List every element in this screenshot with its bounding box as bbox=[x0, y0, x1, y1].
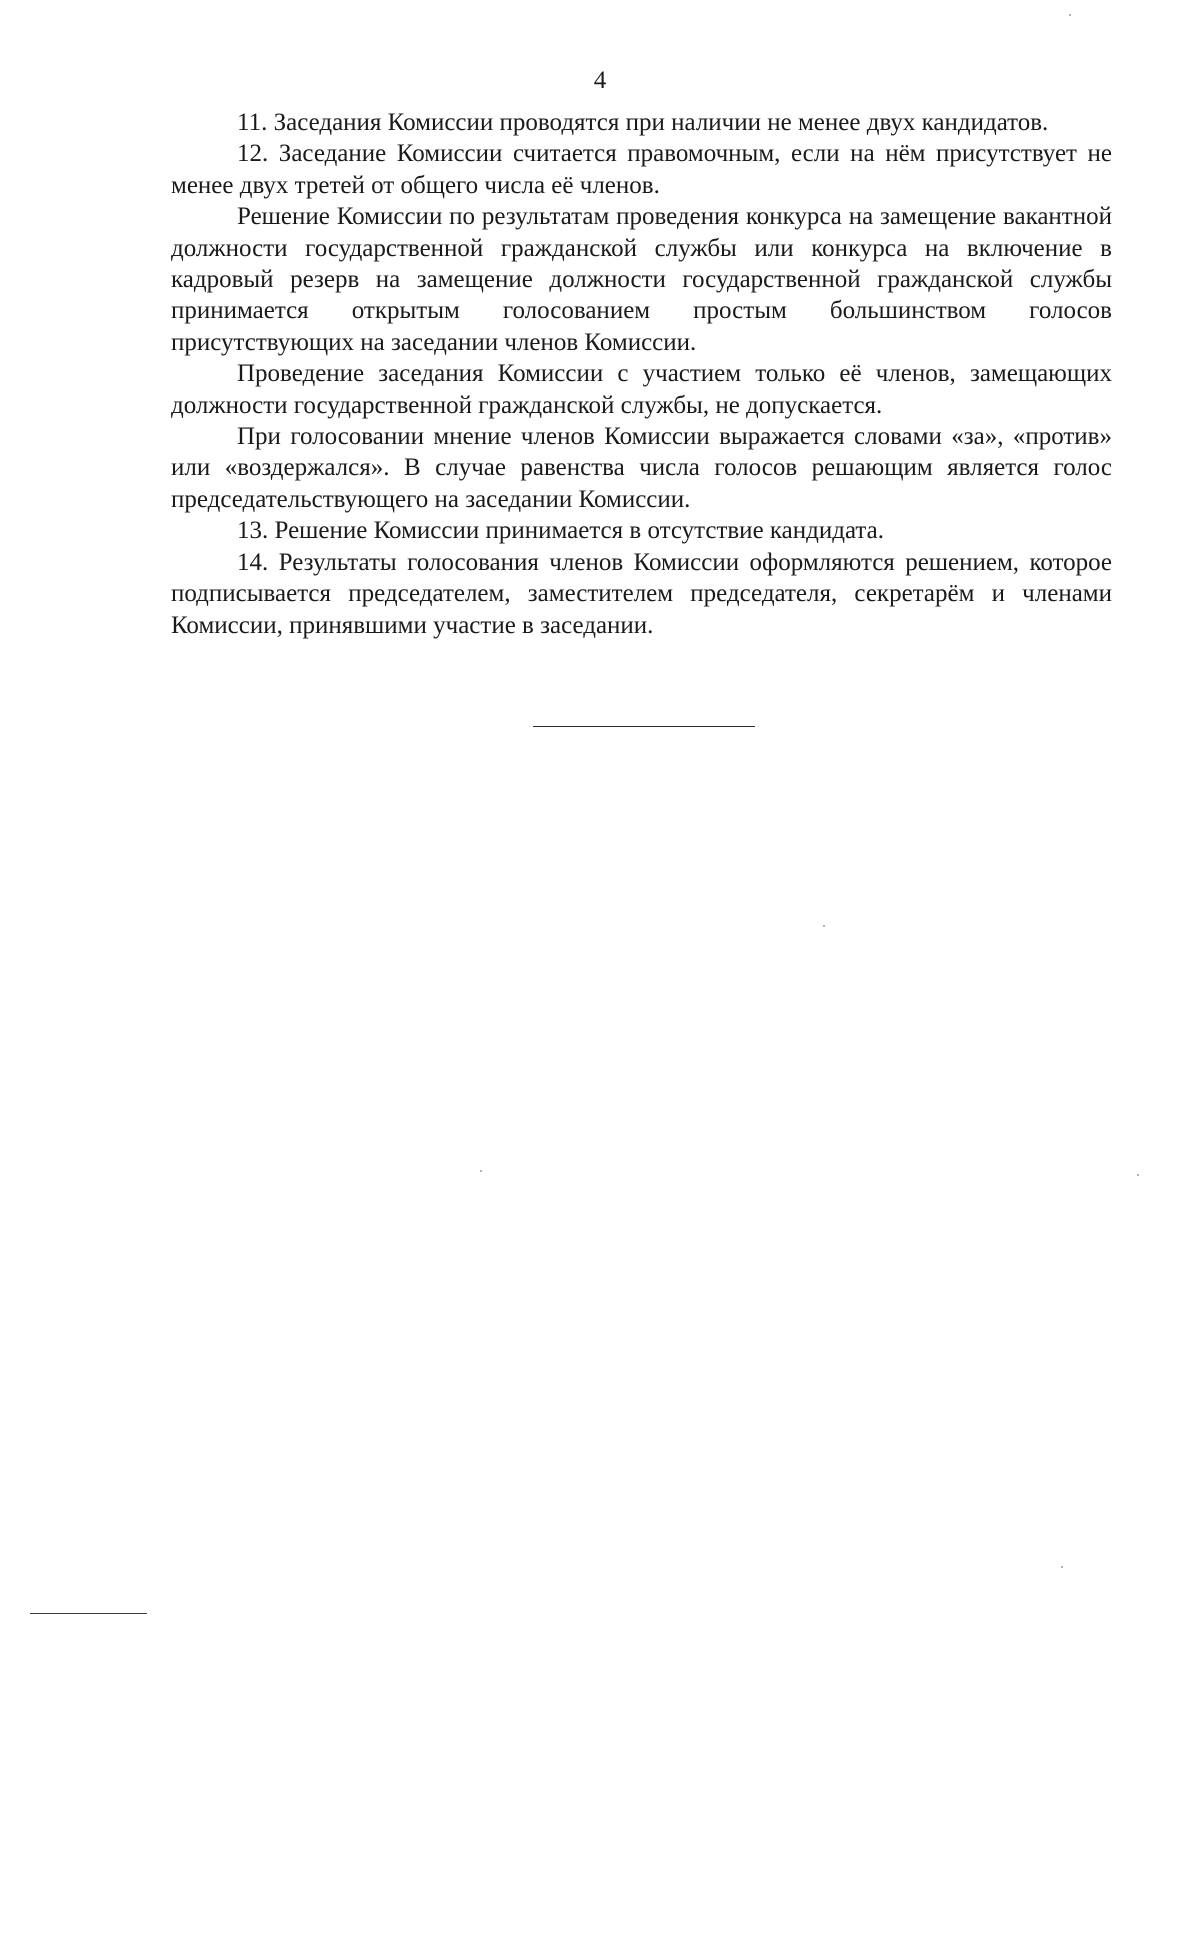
paragraph-item-11: 11. Заседания Комиссии проводятся при наличии не менее двух кандидатов. bbox=[237, 109, 1049, 136]
scan-speck bbox=[1061, 1566, 1063, 1568]
scan-speck bbox=[1069, 14, 1071, 16]
end-of-text-rule bbox=[533, 726, 755, 727]
document-body bbox=[171, 107, 1112, 641]
scan-speck bbox=[1137, 1174, 1139, 1176]
margin-scan-mark bbox=[30, 1613, 147, 1614]
page-number: 4 bbox=[593, 67, 607, 94]
scan-speck bbox=[823, 925, 825, 927]
paragraph-item-13: 13. Решение Комиссии принимается в отсутствие кандидата. bbox=[237, 517, 884, 545]
paragraph-item-12: 12. Заседание Комиссии считается правомочным, если на нём присутствует не менее двух третей от общего числа её членов. bbox=[171, 140, 1112, 199]
paragraph-voting-opinion: При голосовании мнение членов Комиссии выражается словами «за», «против» или «воздержался». В случае равенства числа голосов решающим является голос председательствующего на заседании Комиссии. bbox=[171, 423, 1112, 513]
paragraph-voting-decision: Решение Комиссии по результатам проведения конкурса на замещение вакантной должности государственной гражданской службы или конкурса на включение в кадровый резерв на замещение должности государственной гражданской службы принимается открытым голосованием простым большинством голосов присутствующих на заседании членов Комиссии. bbox=[171, 203, 1112, 356]
paragraph-item-14: 14. Результаты голосования членов Комиссии оформляются решением, которое подписывается председателем, заместителем председателя, секретарём и членами Комиссии, принявшими участие в заседании. bbox=[171, 548, 1112, 639]
paragraph-session-restriction: Проведение заседания Комиссии с участием только её членов, замещающих должности государственной гражданской службы, не допускается. bbox=[171, 360, 1112, 419]
scan-speck bbox=[480, 1170, 482, 1172]
